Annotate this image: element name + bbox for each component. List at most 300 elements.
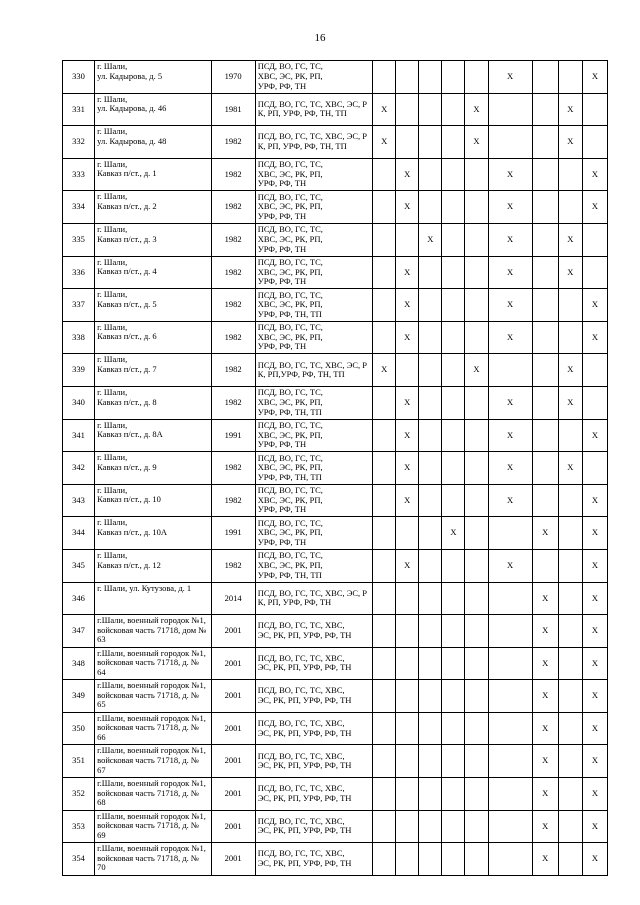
mark-cell-6	[488, 647, 532, 680]
mark-cell-2: X	[396, 419, 419, 452]
year-built-cell: 1982	[211, 191, 255, 224]
mark-cell-3	[419, 256, 442, 289]
table-row	[63, 126, 608, 159]
mark-cell-8	[558, 745, 582, 778]
mark-cell-3	[419, 158, 442, 191]
mark-cell-2: X	[396, 484, 419, 517]
mark-cell-2	[396, 615, 419, 648]
mark-cell-2: X	[396, 256, 419, 289]
mark-cell-4	[442, 843, 465, 876]
mark-cell-1: X	[373, 354, 396, 387]
mark-cell-6	[488, 354, 532, 387]
table-row	[63, 810, 608, 843]
mark-cell-6: X	[488, 158, 532, 191]
mark-cell-2	[396, 93, 419, 126]
row-number-cell: 352	[63, 778, 95, 811]
mark-cell-5	[465, 223, 488, 256]
mark-cell-5	[465, 712, 488, 745]
mark-cell-5	[465, 158, 488, 191]
table-row	[63, 452, 608, 485]
mark-cell-6	[488, 745, 532, 778]
year-built-cell: 1982	[211, 549, 255, 582]
mark-cell-2	[396, 647, 419, 680]
row-number-cell: 333	[63, 158, 95, 191]
mark-cell-3: X	[419, 223, 442, 256]
mark-cell-4	[442, 61, 465, 94]
mark-cell-7: X	[532, 615, 558, 648]
table-row	[63, 256, 608, 289]
building-systems-cell: ПСД, ВО, ГС, ТС, ХВС, ЭС, Р К, РП,УРФ, РФ, ТН, ТП	[255, 354, 372, 387]
address-cell: г. Шали, Кавказ п/ст., д. 8	[95, 386, 211, 419]
year-built-cell: 1970	[211, 61, 255, 94]
mark-cell-3	[419, 582, 442, 615]
mark-cell-4	[442, 256, 465, 289]
mark-cell-7: X	[532, 778, 558, 811]
year-built-cell: 1982	[211, 386, 255, 419]
mark-cell-3	[419, 321, 442, 354]
mark-cell-1	[373, 778, 396, 811]
year-built-cell: 1982	[211, 321, 255, 354]
building-systems-cell: ПСД, ВО, ГС, ТС, ХВС, ЭС, РК, РП, УРФ, РФ, ТН	[255, 419, 372, 452]
mark-cell-7: X	[532, 517, 558, 550]
mark-cell-9: X	[582, 419, 607, 452]
mark-cell-1	[373, 549, 396, 582]
mark-cell-2: X	[396, 289, 419, 322]
mark-cell-5	[465, 191, 488, 224]
mark-cell-5	[465, 778, 488, 811]
address-cell: г. Шали, Кавказ п/ст., д. 1	[95, 158, 211, 191]
mark-cell-5: X	[465, 354, 488, 387]
year-built-cell: 1982	[211, 223, 255, 256]
row-number-cell: 331	[63, 93, 95, 126]
row-number-cell: 354	[63, 843, 95, 876]
mark-cell-2: X	[396, 191, 419, 224]
building-systems-cell: ПСД, ВО, ГС, ТС, ХВС, ЭС, РК, РП, УРФ, РФ, ТН	[255, 191, 372, 224]
building-systems-cell: ПСД, ВО, ГС, ТС, ХВС, ЭС, РК, РП, УРФ, РФ, ТН	[255, 647, 372, 680]
mark-cell-5	[465, 647, 488, 680]
mark-cell-1	[373, 321, 396, 354]
row-number-cell: 353	[63, 810, 95, 843]
mark-cell-7	[532, 452, 558, 485]
mark-cell-5	[465, 810, 488, 843]
mark-cell-1	[373, 223, 396, 256]
mark-cell-8	[558, 615, 582, 648]
mark-cell-3	[419, 517, 442, 550]
mark-cell-4	[442, 354, 465, 387]
mark-cell-6	[488, 126, 532, 159]
row-number-cell: 335	[63, 223, 95, 256]
mark-cell-5	[465, 321, 488, 354]
building-systems-cell: ПСД, ВО, ГС, ТС, ХВС, ЭС, РК, РП, УРФ, РФ, ТН	[255, 810, 372, 843]
mark-cell-4	[442, 745, 465, 778]
year-built-cell: 1981	[211, 93, 255, 126]
table-row	[63, 223, 608, 256]
year-built-cell: 1982	[211, 256, 255, 289]
mark-cell-5	[465, 680, 488, 713]
mark-cell-5	[465, 843, 488, 876]
mark-cell-8: X	[558, 223, 582, 256]
mark-cell-7: X	[532, 745, 558, 778]
mark-cell-2: X	[396, 158, 419, 191]
mark-cell-1	[373, 256, 396, 289]
year-built-cell: 1982	[211, 158, 255, 191]
table-row	[63, 191, 608, 224]
table-row	[63, 289, 608, 322]
mark-cell-9: X	[582, 484, 607, 517]
address-cell: г.Шали, военный городок №1, войсковая часть 71718, д. № 68	[95, 778, 211, 811]
building-systems-cell: ПСД, ВО, ГС, ТС, ХВС, ЭС, РК, РП, УРФ, РФ, ТН	[255, 61, 372, 94]
mark-cell-2: X	[396, 386, 419, 419]
mark-cell-9: X	[582, 615, 607, 648]
address-cell: г. Шали, Кавказ п/ст., д. 10	[95, 484, 211, 517]
row-number-cell: 344	[63, 517, 95, 550]
row-number-cell: 342	[63, 452, 95, 485]
row-number-cell: 350	[63, 712, 95, 745]
mark-cell-8	[558, 778, 582, 811]
mark-cell-7	[532, 289, 558, 322]
mark-cell-8: X	[558, 452, 582, 485]
mark-cell-6: X	[488, 452, 532, 485]
mark-cell-6	[488, 615, 532, 648]
building-systems-cell: ПСД, ВО, ГС, ТС, ХВС, ЭС, Р К, РП, УРФ, РФ, ТН, ТП	[255, 93, 372, 126]
year-built-cell: 2014	[211, 582, 255, 615]
building-systems-cell: ПСД, ВО, ГС, ТС, ХВС, ЭС, РК, РП, УРФ, РФ, ТН	[255, 843, 372, 876]
mark-cell-4: X	[442, 517, 465, 550]
mark-cell-3	[419, 680, 442, 713]
mark-cell-9: X	[582, 191, 607, 224]
address-cell: г. Шали, Кавказ п/ст., д. 12	[95, 549, 211, 582]
mark-cell-9: X	[582, 778, 607, 811]
mark-cell-7	[532, 419, 558, 452]
mark-cell-5	[465, 549, 488, 582]
mark-cell-4	[442, 810, 465, 843]
mark-cell-1	[373, 615, 396, 648]
mark-cell-9: X	[582, 745, 607, 778]
year-built-cell: 1982	[211, 126, 255, 159]
mark-cell-4	[442, 452, 465, 485]
building-systems-cell: ПСД, ВО, ГС, ТС, ХВС, ЭС, РК, РП, УРФ, РФ, ТН	[255, 321, 372, 354]
mark-cell-9: X	[582, 289, 607, 322]
building-systems-cell: ПСД, ВО, ГС, ТС, ХВС, ЭС, РК, РП, УРФ, РФ, ТН	[255, 158, 372, 191]
building-systems-cell: ПСД, ВО, ГС, ТС, ХВС, ЭС, РК, РП, УРФ, РФ, ТН	[255, 712, 372, 745]
mark-cell-4	[442, 158, 465, 191]
row-number-cell: 351	[63, 745, 95, 778]
mark-cell-6: X	[488, 61, 532, 94]
mark-cell-6: X	[488, 289, 532, 322]
mark-cell-2	[396, 582, 419, 615]
mark-cell-8	[558, 712, 582, 745]
mark-cell-9: X	[582, 61, 607, 94]
mark-cell-9	[582, 354, 607, 387]
mark-cell-8	[558, 289, 582, 322]
mark-cell-7	[532, 321, 558, 354]
mark-cell-8	[558, 61, 582, 94]
mark-cell-5	[465, 582, 488, 615]
year-built-cell: 2001	[211, 712, 255, 745]
building-systems-cell: ПСД, ВО, ГС, ТС, ХВС, ЭС, РК, РП, УРФ, РФ, ТН, ТП	[255, 452, 372, 485]
table-row	[63, 712, 608, 745]
mark-cell-8	[558, 810, 582, 843]
mark-cell-7	[532, 191, 558, 224]
mark-cell-4	[442, 647, 465, 680]
row-number-cell: 346	[63, 582, 95, 615]
mark-cell-5	[465, 484, 488, 517]
mark-cell-2	[396, 354, 419, 387]
mark-cell-9: X	[582, 712, 607, 745]
address-cell: г.Шали, военный городок №1, войсковая часть 71718, д. № 69	[95, 810, 211, 843]
mark-cell-4	[442, 126, 465, 159]
mark-cell-1	[373, 419, 396, 452]
mark-cell-1	[373, 647, 396, 680]
mark-cell-3	[419, 191, 442, 224]
mark-cell-5	[465, 452, 488, 485]
address-cell: г. Шали, Кавказ п/ст., д. 3	[95, 223, 211, 256]
mark-cell-9: X	[582, 680, 607, 713]
building-systems-cell: ПСД, ВО, ГС, ТС, ХВС, ЭС, РК, РП, УРФ, РФ, ТН	[255, 745, 372, 778]
building-systems-cell: ПСД, ВО, ГС, ТС, ХВС, ЭС, РК, РП, УРФ, РФ, ТН, ТП	[255, 289, 372, 322]
address-cell: г. Шали, Кавказ п/ст., д. 9	[95, 452, 211, 485]
mark-cell-9: X	[582, 582, 607, 615]
mark-cell-2	[396, 810, 419, 843]
building-systems-cell: ПСД, ВО, ГС, ТС, ХВС, ЭС, Р К, РП, УРФ, РФ, ТН, ТП	[255, 126, 372, 159]
mark-cell-5: X	[465, 93, 488, 126]
mark-cell-3	[419, 778, 442, 811]
row-number-cell: 340	[63, 386, 95, 419]
address-cell: г. Шали, Кавказ п/ст., д. 5	[95, 289, 211, 322]
building-systems-cell: ПСД, ВО, ГС, ТС, ХВС, ЭС, РК, РП, УРФ, РФ, ТН	[255, 223, 372, 256]
table-row	[63, 549, 608, 582]
table-row	[63, 93, 608, 126]
mark-cell-5	[465, 61, 488, 94]
mark-cell-2	[396, 126, 419, 159]
year-built-cell: 1991	[211, 517, 255, 550]
page-number: 16	[314, 32, 326, 44]
address-cell: г. Шали, ул. Кадырова, д. 48	[95, 126, 211, 159]
row-number-cell: 334	[63, 191, 95, 224]
year-built-cell: 2001	[211, 680, 255, 713]
mark-cell-1	[373, 582, 396, 615]
table-row	[63, 647, 608, 680]
table-row	[63, 778, 608, 811]
mark-cell-2: X	[396, 549, 419, 582]
housing-registry-table	[62, 60, 608, 876]
mark-cell-8	[558, 191, 582, 224]
table-row	[63, 484, 608, 517]
table-row	[63, 745, 608, 778]
mark-cell-2	[396, 61, 419, 94]
year-built-cell: 1982	[211, 452, 255, 485]
mark-cell-2: X	[396, 452, 419, 485]
year-built-cell: 1982	[211, 484, 255, 517]
mark-cell-3	[419, 810, 442, 843]
building-systems-cell: ПСД, ВО, ГС, ТС, ХВС, ЭС, РК, РП, УРФ, РФ, ТН, ТП	[255, 386, 372, 419]
mark-cell-9: X	[582, 549, 607, 582]
mark-cell-4	[442, 93, 465, 126]
year-built-cell: 2001	[211, 843, 255, 876]
mark-cell-3	[419, 549, 442, 582]
table-row	[63, 615, 608, 648]
year-built-cell: 1991	[211, 419, 255, 452]
mark-cell-3	[419, 484, 442, 517]
mark-cell-3	[419, 452, 442, 485]
mark-cell-3	[419, 289, 442, 322]
mark-cell-8	[558, 647, 582, 680]
mark-cell-7: X	[532, 582, 558, 615]
mark-cell-9	[582, 386, 607, 419]
mark-cell-8	[558, 549, 582, 582]
table-row	[63, 61, 608, 94]
mark-cell-1: X	[373, 93, 396, 126]
mark-cell-8: X	[558, 256, 582, 289]
mark-cell-3	[419, 93, 442, 126]
row-number-cell: 343	[63, 484, 95, 517]
row-number-cell: 341	[63, 419, 95, 452]
mark-cell-4	[442, 549, 465, 582]
mark-cell-2: X	[396, 321, 419, 354]
mark-cell-7: X	[532, 843, 558, 876]
mark-cell-3	[419, 712, 442, 745]
table-row	[63, 517, 608, 550]
mark-cell-3	[419, 615, 442, 648]
mark-cell-8	[558, 419, 582, 452]
mark-cell-9	[582, 93, 607, 126]
address-cell: г.Шали, военный городок №1, войсковая часть 71718, д. № 65	[95, 680, 211, 713]
mark-cell-6	[488, 843, 532, 876]
address-cell: г. Шали, ул. Кутузова, д. 1	[95, 582, 211, 615]
mark-cell-4	[442, 582, 465, 615]
building-systems-cell: ПСД, ВО, ГС, ТС, ХВС, ЭС, РК, РП, УРФ, РФ, ТН	[255, 256, 372, 289]
address-cell: г.Шали, военный городок №1, войсковая часть 71718, д. № 66	[95, 712, 211, 745]
address-cell: г. Шали, ул. Кадырова, д. 46	[95, 93, 211, 126]
mark-cell-4	[442, 191, 465, 224]
mark-cell-8: X	[558, 93, 582, 126]
row-number-cell: 348	[63, 647, 95, 680]
mark-cell-5	[465, 517, 488, 550]
row-number-cell: 349	[63, 680, 95, 713]
mark-cell-1	[373, 158, 396, 191]
building-systems-cell: ПСД, ВО, ГС, ТС, ХВС, ЭС, РК, РП, УРФ, РФ, ТН, ТП	[255, 549, 372, 582]
address-cell: г. Шали, Кавказ п/ст., д. 6	[95, 321, 211, 354]
address-cell: г. Шали, ул. Кадырова, д. 5	[95, 61, 211, 94]
mark-cell-1	[373, 843, 396, 876]
mark-cell-1	[373, 484, 396, 517]
mark-cell-1: X	[373, 126, 396, 159]
mark-cell-8	[558, 321, 582, 354]
mark-cell-8: X	[558, 386, 582, 419]
mark-cell-3	[419, 61, 442, 94]
address-cell: г. Шали, Кавказ п/ст., д. 4	[95, 256, 211, 289]
mark-cell-6	[488, 680, 532, 713]
table-row	[63, 158, 608, 191]
table-row	[63, 843, 608, 876]
mark-cell-6: X	[488, 419, 532, 452]
address-cell: г. Шали, Кавказ п/ст., д. 7	[95, 354, 211, 387]
mark-cell-7	[532, 386, 558, 419]
year-built-cell: 1982	[211, 289, 255, 322]
mark-cell-4	[442, 712, 465, 745]
row-number-cell: 336	[63, 256, 95, 289]
mark-cell-6	[488, 778, 532, 811]
mark-cell-9	[582, 256, 607, 289]
row-number-cell: 337	[63, 289, 95, 322]
mark-cell-9: X	[582, 843, 607, 876]
mark-cell-3	[419, 354, 442, 387]
mark-cell-9: X	[582, 517, 607, 550]
mark-cell-7: X	[532, 647, 558, 680]
building-systems-cell: ПСД, ВО, ГС, ТС, ХВС, ЭС, РК, РП, УРФ, РФ, ТН	[255, 778, 372, 811]
mark-cell-8: X	[558, 126, 582, 159]
mark-cell-1	[373, 745, 396, 778]
mark-cell-1	[373, 452, 396, 485]
mark-cell-7: X	[532, 810, 558, 843]
row-number-cell: 332	[63, 126, 95, 159]
mark-cell-3	[419, 843, 442, 876]
mark-cell-5	[465, 745, 488, 778]
mark-cell-5	[465, 289, 488, 322]
mark-cell-2	[396, 223, 419, 256]
mark-cell-6: X	[488, 191, 532, 224]
mark-cell-6	[488, 712, 532, 745]
mark-cell-2	[396, 778, 419, 811]
address-cell: г. Шали, Кавказ п/ст., д. 8А	[95, 419, 211, 452]
mark-cell-2	[396, 843, 419, 876]
mark-cell-8	[558, 484, 582, 517]
table-row	[63, 582, 608, 615]
mark-cell-7	[532, 126, 558, 159]
mark-cell-1	[373, 289, 396, 322]
mark-cell-7: X	[532, 712, 558, 745]
mark-cell-9	[582, 452, 607, 485]
building-systems-cell: ПСД, ВО, ГС, ТС, ХВС, ЭС, РК, РП, УРФ, РФ, ТН	[255, 680, 372, 713]
year-built-cell: 2001	[211, 745, 255, 778]
row-number-cell: 338	[63, 321, 95, 354]
mark-cell-4	[442, 680, 465, 713]
building-systems-cell: ПСД, ВО, ГС, ТС, ХВС, ЭС, РК, РП, УРФ, РФ, ТН	[255, 615, 372, 648]
mark-cell-3	[419, 419, 442, 452]
table-row	[63, 386, 608, 419]
year-built-cell: 2001	[211, 615, 255, 648]
mark-cell-9	[582, 126, 607, 159]
address-cell: г. Шали, Кавказ п/ст., д. 2	[95, 191, 211, 224]
mark-cell-5	[465, 615, 488, 648]
mark-cell-8: X	[558, 354, 582, 387]
mark-cell-3	[419, 745, 442, 778]
mark-cell-1	[373, 680, 396, 713]
table-row	[63, 321, 608, 354]
mark-cell-7	[532, 549, 558, 582]
address-cell: г. Шали, Кавказ п/ст., д. 10А	[95, 517, 211, 550]
mark-cell-9: X	[582, 810, 607, 843]
table-row	[63, 680, 608, 713]
mark-cell-6	[488, 517, 532, 550]
mark-cell-6: X	[488, 321, 532, 354]
building-systems-cell: ПСД, ВО, ГС, ТС, ХВС, ЭС, РК, РП, УРФ, РФ, ТН	[255, 484, 372, 517]
mark-cell-4	[442, 386, 465, 419]
mark-cell-2	[396, 517, 419, 550]
mark-cell-5: X	[465, 126, 488, 159]
mark-cell-7	[532, 61, 558, 94]
mark-cell-5	[465, 386, 488, 419]
mark-cell-7	[532, 354, 558, 387]
row-number-cell: 347	[63, 615, 95, 648]
mark-cell-6	[488, 93, 532, 126]
mark-cell-5	[465, 419, 488, 452]
mark-cell-6: X	[488, 484, 532, 517]
mark-cell-6	[488, 810, 532, 843]
mark-cell-4	[442, 615, 465, 648]
mark-cell-7	[532, 93, 558, 126]
mark-cell-9	[582, 223, 607, 256]
